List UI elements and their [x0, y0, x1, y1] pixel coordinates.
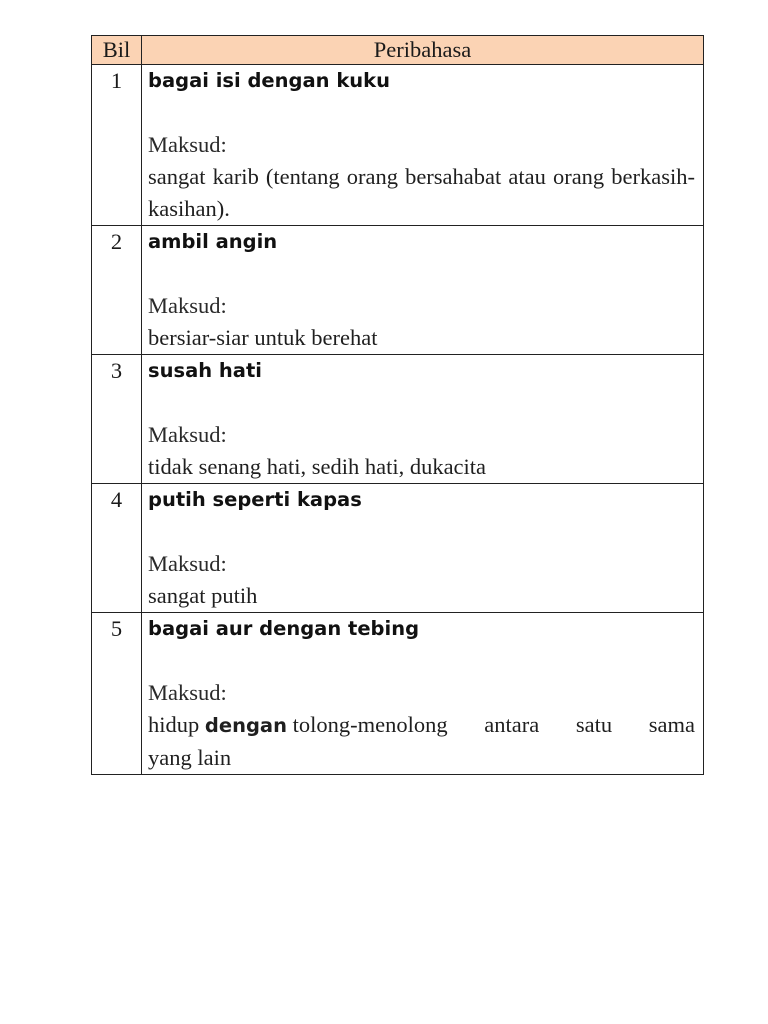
- table-row: [92, 65, 704, 226]
- blank-line: [148, 258, 695, 290]
- table-header-row: [92, 36, 704, 65]
- table-row: [92, 355, 704, 484]
- header-peribahasa: Peribahasa: [142, 36, 704, 65]
- row-content: [142, 613, 704, 775]
- row-number: 5: [92, 613, 142, 775]
- table-row: [92, 226, 704, 355]
- row-number: 1: [92, 65, 142, 226]
- peribahasa-table: [91, 35, 704, 775]
- idiom-text: bagai aur dengan tebing: [148, 617, 420, 640]
- meaning-word: satu: [575, 712, 613, 737]
- idiom-text: bagai isi dengan kuku: [148, 69, 391, 92]
- meaning-start: [148, 709, 448, 742]
- meaning-text: tidak senang hati, sedih hati, dukacita: [148, 454, 487, 479]
- row-number: 3: [92, 355, 142, 484]
- row-content: [142, 484, 704, 613]
- header-bil: Bil: [92, 36, 142, 65]
- row-content: [142, 355, 704, 484]
- maksud-label: Maksud:: [148, 132, 227, 157]
- blank-line: [148, 97, 695, 129]
- idiom-text: putih seperti kapas: [148, 488, 362, 511]
- row-content: [142, 65, 704, 226]
- maksud-label: Maksud:: [148, 422, 227, 447]
- meaning-word: hidup: [148, 712, 200, 737]
- idiom-text: susah hati: [148, 359, 262, 382]
- idiom-text: ambil angin: [148, 230, 278, 253]
- maksud-label: Maksud:: [148, 680, 227, 705]
- blank-line: [148, 645, 695, 677]
- blank-line: [148, 516, 695, 548]
- row-content: [142, 226, 704, 355]
- table-row: [92, 613, 704, 775]
- meaning-bold-word: dengan: [204, 714, 287, 737]
- maksud-label: Maksud:: [148, 551, 227, 576]
- meaning-text: sangat putih: [148, 583, 258, 608]
- meaning-word: antara: [484, 712, 540, 737]
- meaning-word: sama: [648, 712, 695, 737]
- blank-line: [148, 387, 695, 419]
- meaning-text: sangat karib (tentang orang bersahabat atau orang berkasih-kasihan).: [148, 164, 695, 221]
- meaning-word: tolong-menolong: [292, 712, 448, 737]
- meaning-text: bersiar-siar untuk berehat: [148, 325, 378, 350]
- meaning-text: [148, 709, 695, 742]
- row-number: 2: [92, 226, 142, 355]
- row-number: 4: [92, 484, 142, 613]
- meaning-text-continued: yang lain: [148, 745, 232, 770]
- maksud-label: Maksud:: [148, 293, 227, 318]
- table-row: [92, 484, 704, 613]
